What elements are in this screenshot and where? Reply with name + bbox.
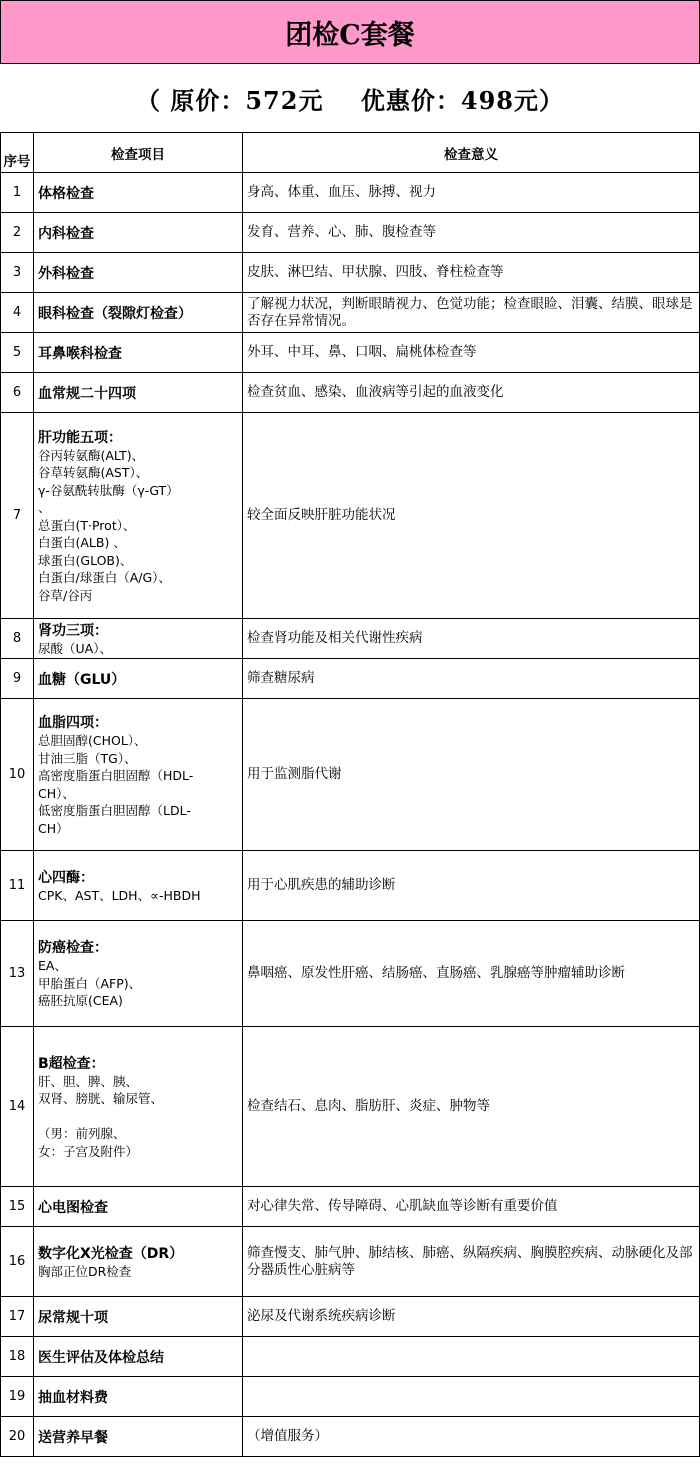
row-item-cell bbox=[34, 173, 243, 213]
row-item-title: 肝功能五项： bbox=[38, 429, 122, 446]
row-item-cell bbox=[34, 373, 243, 413]
row-item-cell bbox=[34, 1377, 243, 1417]
row-number: 14 bbox=[1, 1027, 34, 1187]
row-item-detail: CPK、AST、LDH、∝-HBDH bbox=[38, 887, 201, 903]
row-meaning: 检查肾功能及相关代谢性疾病 bbox=[243, 619, 700, 659]
row-meaning: 皮肤、淋巴结、甲状腺、四肢、脊柱检查等 bbox=[243, 253, 700, 293]
table-row bbox=[1, 1337, 700, 1377]
row-meaning: 泌尿及代谢系统疾病诊断 bbox=[243, 1297, 700, 1337]
row-item-title: 防癌检查： bbox=[38, 940, 108, 957]
row-number: 5 bbox=[1, 333, 34, 373]
table-row bbox=[1, 293, 700, 333]
table-row bbox=[1, 659, 700, 699]
price-banner bbox=[0, 64, 700, 132]
header-no: 序号 bbox=[1, 133, 34, 173]
row-item-detail: 尿酸（UA）、 bbox=[38, 640, 112, 656]
row-meaning: 检查贫血、感染、血液病等引起的血液变化 bbox=[243, 373, 700, 413]
table-row bbox=[1, 1417, 700, 1457]
row-item-title: 耳鼻喉科检查 bbox=[38, 345, 122, 362]
row-number: 18 bbox=[1, 1337, 34, 1377]
row-meaning: 身高、体重、血压、脉搏、视力 bbox=[243, 173, 700, 213]
row-meaning: 用于监测脂代谢 bbox=[243, 699, 700, 851]
row-number: 16 bbox=[1, 1227, 34, 1297]
row-item-title: 血糖（GLU） bbox=[38, 671, 126, 688]
row-number: 9 bbox=[1, 659, 34, 699]
row-meaning: 外耳、中耳、鼻、口咽、扁桃体检查等 bbox=[243, 333, 700, 373]
table-body bbox=[1, 173, 700, 1457]
row-meaning: 鼻咽癌、原发性肝癌、结肠癌、直肠癌、乳腺癌等肿瘤辅助诊断 bbox=[243, 921, 700, 1027]
row-item-title: B超检查： bbox=[38, 1055, 105, 1072]
row-item-title: 送营养早餐 bbox=[38, 1429, 108, 1446]
row-item-cell bbox=[34, 619, 243, 659]
table-row bbox=[1, 213, 700, 253]
row-number: 15 bbox=[1, 1187, 34, 1227]
table-row bbox=[1, 253, 700, 293]
row-item-title: 心四酶： bbox=[38, 869, 94, 886]
row-meaning: 发育、营养、心、肺、腹检查等 bbox=[243, 213, 700, 253]
discount-price: 优惠价：498元） bbox=[360, 85, 564, 115]
row-meaning: （增值服务） bbox=[243, 1417, 700, 1457]
table-row bbox=[1, 1187, 700, 1227]
row-meaning bbox=[243, 1337, 700, 1377]
table-row bbox=[1, 413, 700, 619]
table-row bbox=[1, 333, 700, 373]
row-meaning: 用于心肌疾患的辅助诊断 bbox=[243, 851, 700, 921]
row-item-title: 血常规二十四项 bbox=[38, 385, 136, 402]
row-item-cell bbox=[34, 213, 243, 253]
row-item-title: 眼科检查（裂隙灯检查） bbox=[38, 305, 192, 322]
original-price: （ 原价：572元 bbox=[136, 85, 324, 115]
row-item-detail: 总胆固醇(CHOL）、 甘油三脂（TG）、 高密度脂蛋白胆固醇（HDL- CH）、 低密度脂蛋白胆固醇（LDL- CH） bbox=[38, 733, 194, 836]
table-header-row bbox=[1, 133, 700, 173]
row-number: 13 bbox=[1, 921, 34, 1027]
row-item-cell bbox=[34, 1297, 243, 1337]
row-item-title: 数字化X光检查（DR） bbox=[38, 1245, 184, 1262]
row-item-title: 医生评估及体检总结 bbox=[38, 1349, 164, 1366]
table-row bbox=[1, 1227, 700, 1297]
row-item-cell bbox=[34, 1027, 243, 1187]
row-number: 19 bbox=[1, 1377, 34, 1417]
table-row bbox=[1, 1027, 700, 1187]
row-item-title: 肾功三项： bbox=[38, 622, 108, 639]
row-meaning: 检查结石、息肉、脂肪肝、炎症、肿物等 bbox=[243, 1027, 700, 1187]
table-row bbox=[1, 173, 700, 213]
table-row bbox=[1, 1297, 700, 1337]
row-number: 7 bbox=[1, 413, 34, 619]
row-item-title: 血脂四项： bbox=[38, 715, 108, 731]
row-number: 8 bbox=[1, 619, 34, 659]
row-meaning bbox=[243, 1377, 700, 1417]
row-meaning: 筛查慢支、肺气肿、肺结核、肺癌、纵隔疾病、胸膜腔疾病、动脉硬化及部分器质性心脏病等 bbox=[243, 1227, 700, 1297]
row-item-cell bbox=[34, 659, 243, 699]
row-number: 2 bbox=[1, 213, 34, 253]
page-title: 团检C套餐 bbox=[0, 0, 700, 64]
row-item-title: 心电图检查 bbox=[38, 1199, 108, 1216]
row-item-cell bbox=[34, 851, 243, 921]
row-meaning: 了解视力状况，判断眼睛视力、色觉功能；检查眼睑、泪囊、结膜、眼球是否存在异常情况。 bbox=[243, 293, 700, 333]
row-number: 11 bbox=[1, 851, 34, 921]
row-number: 3 bbox=[1, 253, 34, 293]
row-item-detail: 谷丙转氨酶(ALT)、 谷草转氨酶(AST）、 γ-谷氨酰转肽酶（γ-GT） 、 总蛋白(T·Prot）、 白蛋白(ALB) 、 球蛋白(GLOB)、 白蛋白/球蛋白（A/G）、 谷草/谷丙 bbox=[38, 447, 179, 603]
row-item-cell bbox=[34, 413, 243, 619]
row-item-cell bbox=[34, 921, 243, 1027]
row-number: 1 bbox=[1, 173, 34, 213]
table-row bbox=[1, 851, 700, 921]
row-number: 4 bbox=[1, 293, 34, 333]
row-item-cell bbox=[34, 293, 243, 333]
row-item-title: 抽血材料费 bbox=[38, 1389, 108, 1406]
table-row bbox=[1, 699, 700, 851]
table-row bbox=[1, 921, 700, 1027]
row-item-detail: 肝、胆、脾、胰、 双肾、膀胱、输尿管、 （男：前列腺、 女：子宫及附件） bbox=[38, 1073, 164, 1159]
row-number: 6 bbox=[1, 373, 34, 413]
row-item-cell bbox=[34, 253, 243, 293]
row-item-cell bbox=[34, 1227, 243, 1297]
row-item-cell bbox=[34, 699, 243, 851]
row-item-title: 体格检查 bbox=[38, 185, 94, 202]
table-row bbox=[1, 1377, 700, 1417]
row-item-cell bbox=[34, 1337, 243, 1377]
row-number: 20 bbox=[1, 1417, 34, 1457]
row-item-detail: 胸部正位DR检查 bbox=[38, 1263, 132, 1279]
row-item-title: 尿常规十项 bbox=[38, 1309, 108, 1326]
row-item-title: 外科检查 bbox=[38, 265, 94, 282]
row-item-detail: EA、 甲胎蛋白（AFP)、 癌胚抗原(CEA) bbox=[38, 958, 142, 1009]
row-meaning: 对心律失常、传导障碍、心肌缺血等诊断有重要价值 bbox=[243, 1187, 700, 1227]
header-meaning: 检查意义 bbox=[243, 133, 700, 173]
row-number: 17 bbox=[1, 1297, 34, 1337]
row-item-title: 内科检查 bbox=[38, 225, 94, 242]
row-item-cell bbox=[34, 1187, 243, 1227]
header-item: 检查项目 bbox=[34, 133, 243, 173]
row-item-cell bbox=[34, 1417, 243, 1457]
row-meaning: 筛查糖尿病 bbox=[243, 659, 700, 699]
package-table bbox=[0, 132, 700, 1457]
table-row bbox=[1, 619, 700, 659]
row-meaning: 较全面反映肝脏功能状况 bbox=[243, 413, 700, 619]
row-number: 10 bbox=[1, 699, 34, 851]
row-item-cell bbox=[34, 333, 243, 373]
table-row bbox=[1, 373, 700, 413]
